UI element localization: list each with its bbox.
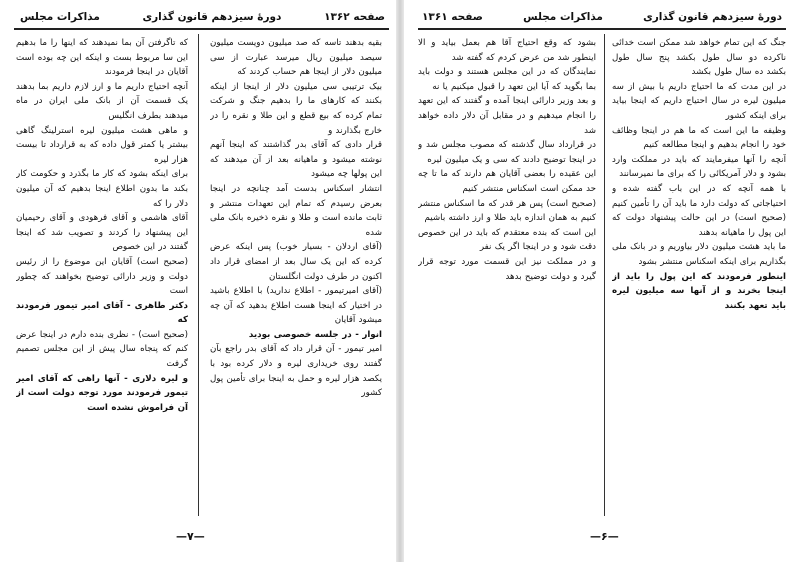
paragraph: جنگ که این تمام خواهد شد ممکن است خدائی ناکرده دو سال طول بکشد پنج سال طول بکشد ده سال طول بکشد bbox=[612, 38, 786, 78]
left-page-label: صفحه ۱۳۶۲ bbox=[324, 11, 385, 23]
paragraph: با همه آنچه که در این باب گفته شده و احتیاجاتی که دولت دارد ما باید آن را تأمین کنیم bbox=[612, 183, 786, 209]
right-session-title: مذاکرات مجلس bbox=[523, 11, 603, 23]
paragraph: (آقای امیرتیمور - اطلاع ندارید) با اطلاع باشید در اختیار که اینجا هست اطلاع بدهید که آن چه میشود آقایان bbox=[210, 286, 382, 326]
paragraph: این عقیده را بعضی آقایان هم دارند که ما تا چه حد ممکن است اسکناس منتشر کنیم bbox=[418, 169, 596, 194]
right-column-divider bbox=[604, 34, 605, 516]
paragraph: آنچه را آنها میفرمایند که باید در مملکت وارد بشود و دلار آمریکائی را که برای ما نمیرسانند bbox=[612, 154, 786, 180]
left-column-left bbox=[16, 36, 188, 514]
left-term-title: دورهٔ سیزدهم قانون گذاری bbox=[142, 11, 282, 23]
paragraph: در این مدت که ما احتیاج داریم با بیش از سه میلیون لیره در سال احتیاج داریم که اینجا بیاید برای اینکه کشور bbox=[612, 81, 786, 121]
paragraph: امیر تیمور - آن قرار داد که آقای بدر راجع بآن گفتند روی خریداری لیره و دلار کرده بود با یکصد هزار لیره و حمل به اینجا برای تأمین پول کشور bbox=[210, 344, 382, 399]
paragraph: (صحیح است) - نظری بنده دارم در اینجا عرض کنم که پنجاه سال پیش از این مجلس تصمیم گرفت bbox=[16, 329, 188, 370]
left-page-number: —۷— bbox=[176, 530, 205, 543]
paragraph: بیک ترتیبی سی میلیون دلار از اینجا از اینکه بکنند که کارهای ما را بدهیم جنگ و شرکت تمام کرده که بیع قطع و این طلا و نقره را در خارج بگذارند و bbox=[210, 81, 382, 136]
paragraph: در قرارداد سال گذشته که مصوب مجلس شد و در اینجا توضیح دادند که سی و یک میلیون لیره bbox=[418, 140, 596, 165]
paragraph: (صحیح است) در این حالت پیشنهاد دولت که این پول را ماهیانه بدهند bbox=[612, 213, 786, 238]
paragraph: اینطور فرمودند که این پول را باید از اینجا بخرند و از آنها سه میلیون لیره باید تعهد بکنند bbox=[612, 271, 786, 311]
left-session-title: مذاکرات مجلس bbox=[20, 11, 100, 23]
paragraph: و ماهی هشت میلیون لیره استرلینگ گاهی بیشتر یا کمتر قول داده که به قرارداد تا بیست هزار لیره bbox=[16, 125, 188, 165]
paragraph: و در مملکت نیز این قسمت مورد توجه قرار گیرد و دولت توضیح بدهد bbox=[418, 256, 596, 282]
right-column-left bbox=[418, 36, 596, 514]
left-column-divider bbox=[198, 34, 199, 516]
paragraph: (آقای اردلان - بسیار خوب) پس اینکه عرض کرده که این یک سال بعد از امضای قرار داد اکنون در طرف دولت انگلستان bbox=[210, 242, 382, 282]
paragraph: وظیفه ما این است که ما هم در اینجا وظائف خود را انجام بدهیم و اینجا مطالعه کنیم bbox=[612, 125, 786, 151]
right-page-number-value: ۶ bbox=[601, 530, 608, 543]
paragraph: بشود که وقع احتیاج آقا هم بعمل بیاید و الا اینطور شد من عرض کردم که گفته شد bbox=[418, 38, 596, 63]
paragraph: بقیه بدهند تاسه که صد میلیون دویست میلیون سیصد میلیون ریال میرسد عبارت از سی میلیون دلار از اینجا هم حساب کردند که bbox=[210, 38, 382, 78]
paragraph: آنچه احتیاج داریم ما و ارز لازم داریم بما بدهند یک قسمت آن از بانک ملی ایران در ماه میدهند بطرف انگلیس bbox=[16, 81, 188, 121]
left-page-header bbox=[20, 6, 385, 28]
paragraph: این است که بنده معتقدم که باید در این خصوص دقت شود و در اینجا اگر یک نفر bbox=[418, 227, 596, 253]
paragraph: (صحیح است) پس هر قدر که ما اسکناس منتشر کنیم به همان اندازه باید طلا و ارز داشته باشیم bbox=[418, 198, 596, 224]
left-header-rule bbox=[14, 28, 389, 30]
speaker-line: دکتر طاهری - آقای امیر تیمور فرمودند که bbox=[16, 300, 188, 326]
paragraph: انتشار اسکناس بدست آمد چنانچه در اینجا بعرض رسیدم که تمام این تعهدات منتشر و ثابت مانده است و طلا و نقره ذخیره بانک ملی شده bbox=[210, 183, 382, 238]
right-page-number: —۶— bbox=[590, 530, 619, 543]
speaker-line: انوار - در جلسه خصوصی بودید bbox=[248, 329, 382, 340]
left-page-number-value: ۷ bbox=[187, 530, 194, 543]
left-column-right bbox=[210, 36, 382, 514]
right-column-right bbox=[612, 36, 786, 514]
paragraph: و بعد وزیر دارائی اینجا آمده و گفتند که این تعهد را انجام میدهیم و در مقابل آن دلار داده خواهد شد bbox=[418, 96, 596, 136]
paragraph: که تاگرفتن آن بما نمیدهند که اینها را ما بدهیم این سا مربوط بست و اینکه این چه بوده است آقایان در اینجا فرمودند bbox=[16, 38, 188, 78]
paragraph: ما باید هشت میلیون دلار بیاوریم و در بانک ملی بگذاریم برای اینکه اسکناس منتشر بشود bbox=[612, 242, 786, 267]
paragraph: نمایندگان که در این مجلس هستند و دولت باید بما بگوید که آیا این تعهد را قبول میکنیم یا نه bbox=[418, 67, 596, 92]
paragraph: برای اینکه بشود که کار ما بگذرد و حکومت کار بکند ما بدون اطلاع اینجا بدهیم که آن میلیون دلار را که bbox=[16, 169, 188, 209]
paragraph: قرار دادی که آقای بدر گذاشتند که اینجا آنهم نوشته میشود و ماهیانه بعد از آن میدهند که این پولها چه میشود bbox=[210, 140, 382, 180]
right-term-title: دورهٔ سیزدهم قانون گذاری bbox=[643, 11, 782, 23]
right-header-rule bbox=[418, 28, 786, 30]
paragraph: آقای هاشمی و آقای فرهودی و آقای رحیمیان این پیشنهاد را کردند و تصویب شد که اینجا گفتند در این خصوص bbox=[16, 213, 188, 253]
right-page bbox=[400, 0, 800, 562]
right-page-label: صفحه ۱۳۶۱ bbox=[422, 11, 483, 23]
speaker-line: و لیره دلاری - آنها راهی که آقای امیر تیمور فرمودند مورد توجه دولت است از آن فراموش نشده است bbox=[16, 373, 188, 413]
paragraph: (صحیح است) آقایان این موضوع را از رئیس دولت و وزیر دارائی توضیح بخواهند که چطور است bbox=[16, 256, 188, 297]
right-page-header bbox=[422, 6, 782, 28]
